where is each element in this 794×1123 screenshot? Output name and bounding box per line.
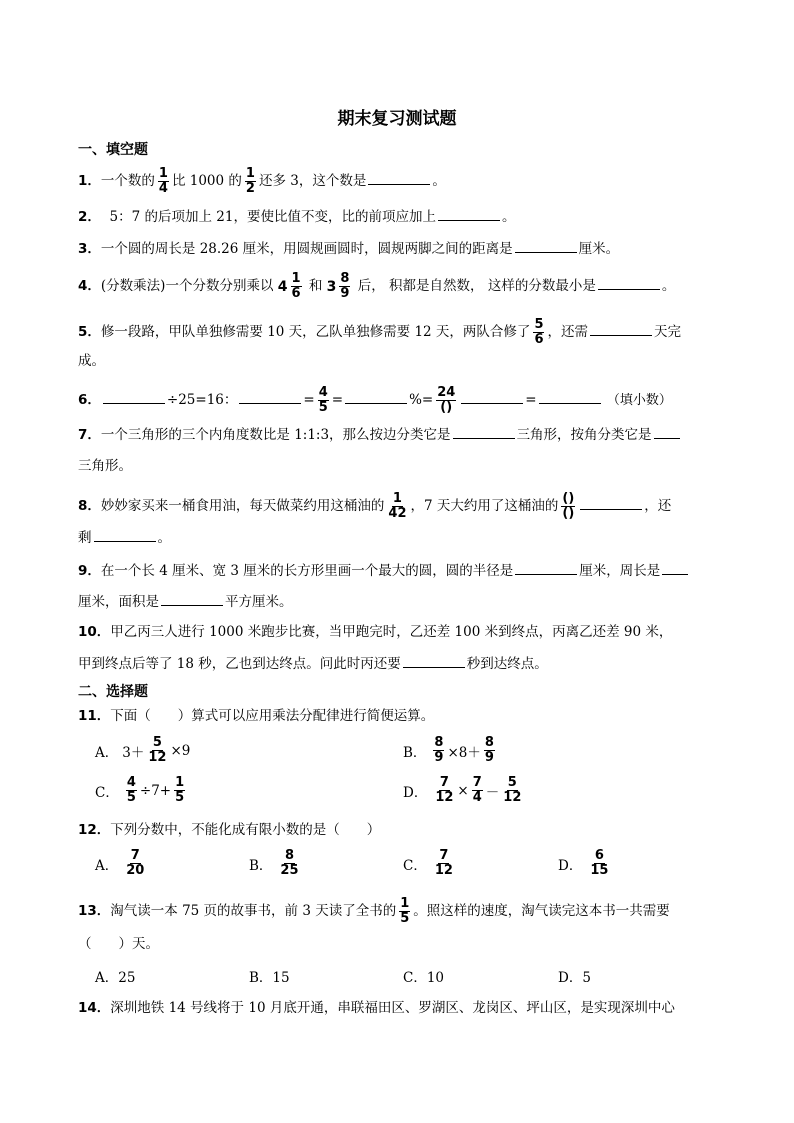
fraction: $\frac{5}{6}$ [534, 317, 544, 347]
option-11-c[interactable]: C． $\frac{4}{5}$ ÷7+ $\frac{1}{5}$ [95, 775, 185, 805]
option-12-d[interactable]: D． $\frac{6}{15}$ [558, 848, 609, 878]
question-12: 12．下列分数中，不能化成有限小数的是（ ） [78, 822, 381, 838]
question-1: 1．一个数的 $\frac{1}{4}$ 比 1000 的 $\frac{1}{2}$ 还多 3，这个数是 。 [78, 166, 446, 196]
question-7: 7．一个三角形的三个内角度数比是 1:1:3，那么按边分类它是 三角形，按角分类它是 [78, 424, 716, 445]
fraction: $\frac{()}{()}$ [562, 491, 575, 521]
answer-blank[interactable] [438, 206, 500, 221]
answer-blank[interactable] [539, 389, 601, 404]
answer-blank[interactable] [515, 560, 577, 575]
option-13-b[interactable]: B．15 [249, 970, 290, 986]
fraction: $\frac{1}{4}$ [158, 166, 168, 196]
answer-blank[interactable] [580, 495, 642, 510]
answer-blank[interactable] [515, 238, 577, 253]
answer-blank[interactable] [239, 389, 301, 404]
fraction: $\frac{1}{42}$ [388, 491, 407, 521]
answer-blank[interactable] [590, 321, 652, 336]
section-multiple-choice: 二、选择题 [78, 684, 148, 700]
question-8-line-2: 剩 。 [78, 527, 716, 548]
fraction: $\frac{1}{5}$ [400, 896, 410, 926]
option-11-a[interactable]: A． 3＋ $\frac{5}{12}$ ×9 [95, 735, 191, 765]
question-8: 8．妙妙家买来一桶食用油，每天做菜约用这桶油的 $\frac{1}{42}$ ，7 天大约用了这桶油的 $\frac{()}{()}$ ，还 [78, 491, 672, 521]
question-7-line-2: 三角形。 [78, 458, 132, 474]
mixed-number: 3 $\frac{8}{9}$ [326, 271, 350, 301]
question-4: 4．(分数乘法)一个分数分别乘以 4 $\frac{1}{6}$ 和 3 $\frac{8}{9}$ 后， 积都是自然数， 这样的分数最小是 。 [78, 271, 676, 301]
option-13-d[interactable]: D．5 [558, 970, 591, 986]
question-14: 14．深圳地铁 14 号线将于 10 月底开通，串联福田区、罗湖区、龙岗区、坪山区，是实现深圳中心 [78, 1000, 675, 1016]
answer-blank[interactable] [161, 591, 223, 606]
answer-blank[interactable] [345, 389, 407, 404]
option-11-d[interactable]: D． $\frac{7}{12}$ × $\frac{7}{4}$ － $\frac{5}{12}$ [403, 775, 522, 805]
question-5: 5．修一段路，甲队单独修需要 10 天，乙队单独修需要 12 天，两队合修了 $\frac{5}{6}$ ，还需 天完 [78, 317, 681, 347]
fraction: $\frac{1}{2}$ [245, 166, 255, 196]
option-13-a[interactable]: A．25 [95, 970, 136, 986]
question-3: 3．一个圆的周长是 28.26 厘米，用圆规画圆时，圆规两脚之间的距离是 厘米。 [78, 238, 716, 259]
question-9-line-2: 厘米，面积是 平方厘米。 [78, 591, 716, 612]
answer-blank[interactable] [453, 424, 515, 439]
question-9: 9．在一个长 4 厘米、宽 3 厘米的长方形里画一个最大的圆，圆的半径是 厘米，周长是 [78, 560, 716, 581]
option-12-b[interactable]: B． $\frac{8}{25}$ [249, 848, 299, 878]
answer-blank[interactable] [598, 275, 660, 290]
fraction: $\frac{24}{()}$ [437, 385, 456, 415]
question-10: 10．甲乙丙三人进行 1000 米跑步比赛，当甲跑完时，乙还差 100 米到终点，丙离乙还差 90 米， [78, 624, 673, 640]
answer-blank[interactable] [654, 424, 680, 439]
answer-blank[interactable] [461, 389, 523, 404]
answer-blank[interactable] [662, 560, 688, 575]
answer-blank[interactable] [368, 170, 430, 185]
answer-blank[interactable] [103, 389, 165, 404]
question-13-line-2: （ ）天。 [78, 936, 159, 952]
question-2: 2． 5：7 的后项加上 21，要使比值不变，比的前项应加上 。 [78, 206, 716, 227]
question-6: 6． ÷25=16： = $\frac{4}{5}$ = %= $\frac{24}{()}$ = （填小数） [78, 385, 672, 415]
option-13-c[interactable]: C．10 [403, 970, 445, 986]
page-title: 期末复习测试题 [337, 109, 457, 129]
section-fill-in: 一、填空题 [78, 142, 148, 158]
option-12-a[interactable]: A． $\frac{7}{20}$ [95, 848, 145, 878]
option-11-b[interactable]: B． $\frac{8}{9}$ ×8＋ $\frac{8}{9}$ [403, 735, 494, 765]
answer-blank[interactable] [94, 527, 156, 542]
fraction: $\frac{4}{5}$ [318, 385, 328, 415]
answer-blank[interactable] [403, 653, 465, 668]
question-11: 11．下面（ ）算式可以应用乘法分配律进行简便运算。 [78, 708, 435, 724]
question-13: 13．淘气读一本 75 页的故事书，前 3 天读了全书的 $\frac{1}{5}$ 。照这样的速度，淘气读完这本书一共需要 [78, 896, 670, 926]
option-12-c[interactable]: C． $\frac{7}{12}$ [403, 848, 453, 878]
question-5-line-2: 成。 [78, 353, 105, 369]
mixed-number: 4 $\frac{1}{6}$ [277, 271, 301, 301]
question-10-line-2: 甲到终点后等了 18 秒，乙也到达终点。问此时丙还要 秒到达终点。 [78, 653, 716, 674]
